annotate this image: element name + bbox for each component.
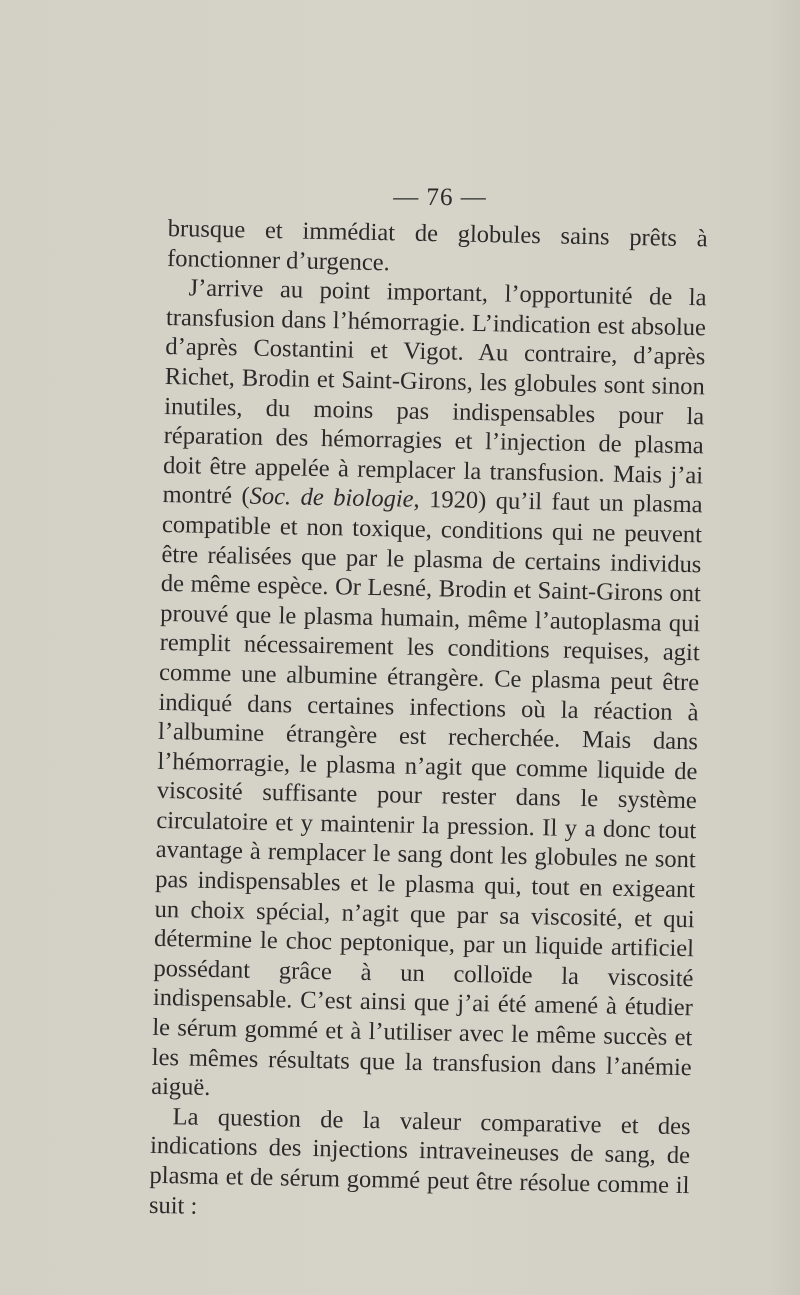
paragraph-2-start: J’arrive au point important, l’opportunité de la transfusion dans l’hémorragie. L’indication est absolue d’après Costantini et Vigot. Au contraire, d’après Richet, Brodin et Saint-Girons, les globules sont sinon inutiles, du moins pas indispensables pour la réparation des hémorragies et l’injection de plasma doit être appelée à remplacer la transfusion. Mais j’ai montré ( xyxy=(162,274,707,510)
paragraph-2-end: , 1920) qu’il faut un plasma compatible et non toxique, conditions qui ne peuvent être réalisées que par le plasma de certains individus de même espèce. Or Lesné, Brodin et Saint-Girons ont prouvé que le plasma humain, même l’autoplasma qui remplit nécessairement les conditions requises, agit comme une albumine étrangère. Ce plasma peut être indiqué dans certaines infections où la réaction à l’albumine étrangère est recherchée. Mais dans l’hémorragie, le plasma n’agit que comme liquide de viscosité suffisante pour rester dans le système circulatoire et y maintenir la pression. Il y a donc tout avantage à remplacer le sang dont les globules ne sont pas indispensables et le plasma qui, tout en exigeant un choix spécial, n’agit que par sa viscosité, et qui détermine le choc peptonique, par un liquide artificiel possédant grâce à un colloïde la viscosité indispensable. C’est ainsi que j’ai été amené à étudier le sérum gommé et à l’utiliser avec le même succès et les mêmes résultats que la transfusion dans l’anémie aiguë. xyxy=(150,486,703,1102)
page-number: — 76 — xyxy=(393,184,487,211)
paragraph-2 xyxy=(151,273,707,1112)
journal-citation: Soc. de biologie xyxy=(249,482,414,514)
body-text xyxy=(149,214,708,1230)
paragraph-3: La question de la valeur comparative et des indications des injections intraveineuses de sang, de plasma et de sérum gommé peut être résolue comme il suit : xyxy=(148,1103,691,1220)
paragraph-1: brusque et immédiat de globules sains prêts à fonctionner d’urgence. xyxy=(166,214,708,276)
